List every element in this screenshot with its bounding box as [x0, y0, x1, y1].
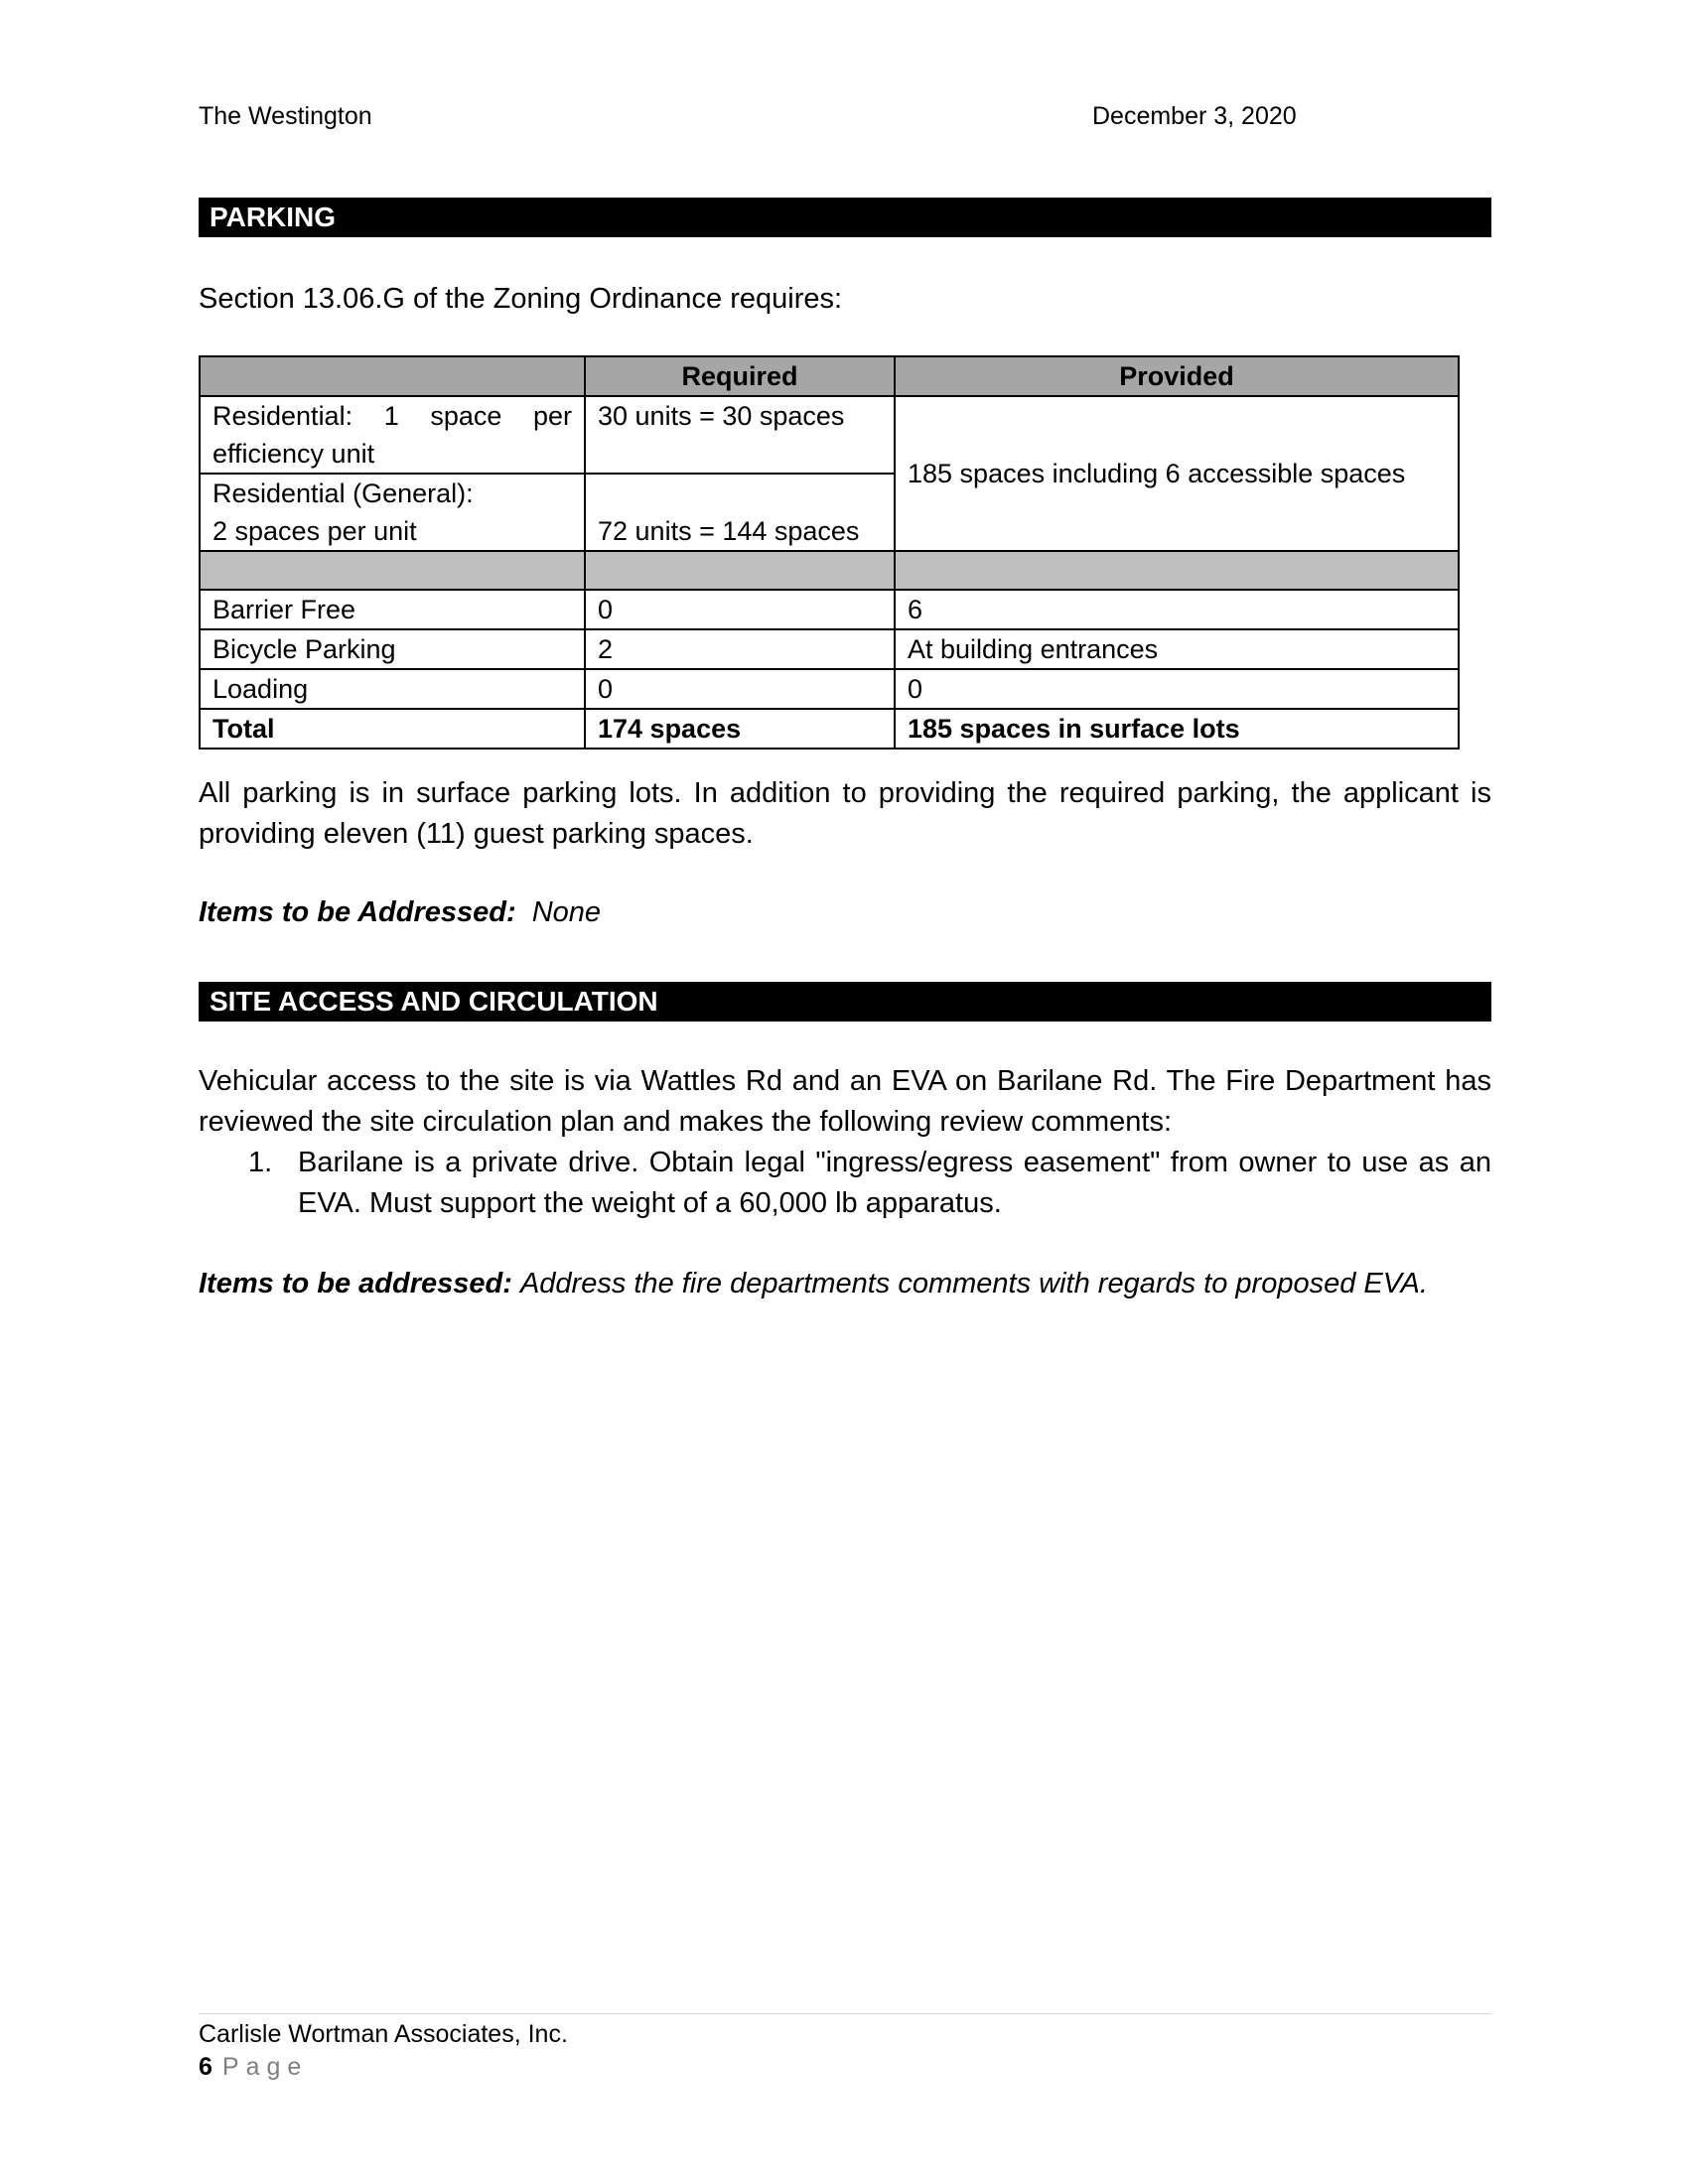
parking-intro-text: Section 13.06.G of the Zoning Ordinance requires: — [199, 283, 843, 315]
list-item-text: Barilane is a private drive. Obtain legal "ingress/egress easement" from owner to use as an EVA. Must support the weight of a 60,000 lb apparatus. — [298, 1147, 1491, 1219]
row-label: Loading — [200, 669, 585, 709]
cell-residential-efficiency-required: 30 units = 30 spaces — [585, 396, 895, 474]
table-spacer-row — [200, 551, 1459, 590]
table-total-row — [200, 709, 1459, 749]
footer-page-number — [199, 2053, 308, 2082]
residential-general-line-2: 2 spaces per unit — [212, 516, 417, 546]
row-provided: 6 — [895, 590, 1459, 629]
footer-organization: Carlisle Wortman Associates, Inc. — [199, 2020, 568, 2048]
spacer-cell — [200, 551, 585, 590]
table-row-residential-efficiency — [200, 396, 1459, 474]
table-header-row — [200, 356, 1459, 396]
row-label: Bicycle Parking — [200, 629, 585, 669]
items-label: Items to be addressed: — [199, 1268, 512, 1299]
residential-general-line-1: Residential (General): — [212, 478, 474, 508]
table-header-required: Required — [585, 356, 895, 396]
table-row — [200, 590, 1459, 629]
row-required: 2 — [585, 629, 895, 669]
list-item — [199, 1143, 1491, 1224]
total-label: Total — [200, 709, 585, 749]
table-row — [200, 629, 1459, 669]
parking-requirements-table — [199, 355, 1460, 750]
row-provided: At building entrances — [895, 629, 1459, 669]
parking-items-to-address — [199, 892, 1491, 933]
site-access-paragraph: Vehicular access to the site is via Wattles Rd and an EVA on Barilane Rd. The Fire Department has reviewed the site circulation plan and makes the following review comments: — [199, 1065, 1491, 1138]
page-number: 6 — [199, 2053, 212, 2081]
fire-department-comments-list — [199, 1143, 1491, 1224]
total-provided: 185 spaces in surface lots — [895, 709, 1459, 749]
section-heading-site-access: SITE ACCESS AND CIRCULATION — [199, 982, 1491, 1022]
section-heading-parking: PARKING — [199, 198, 1491, 237]
row-required: 0 — [585, 590, 895, 629]
items-value: Address the fire departments comments with regards to proposed EVA. — [519, 1268, 1428, 1299]
row-provided: 0 — [895, 669, 1459, 709]
parking-summary-paragraph: All parking is in surface parking lots. In addition to providing the required parking, the applicant is providing eleven (11) guest parking spaces. — [199, 777, 1491, 850]
table-row — [200, 669, 1459, 709]
row-label: Barrier Free — [200, 590, 585, 629]
spacer-cell — [895, 551, 1459, 590]
spacer-cell — [585, 551, 895, 590]
table-header-blank — [200, 356, 585, 396]
footer-divider — [199, 2013, 1491, 2014]
site-access-items-to-address — [199, 1264, 1491, 1304]
table-header-provided: Provided — [895, 356, 1459, 396]
row-required: 0 — [585, 669, 895, 709]
cell-residential-provided: 185 spaces including 6 accessible spaces — [895, 396, 1459, 551]
cell-residential-efficiency-label: Residential: 1 space per efficiency unit — [200, 396, 585, 474]
total-required: 174 spaces — [585, 709, 895, 749]
items-value: None — [531, 896, 602, 928]
page-word: Page — [221, 2053, 309, 2081]
cell-residential-general-required: 72 units = 144 spaces — [585, 474, 895, 551]
header-date: December 3, 2020 — [1092, 102, 1297, 130]
header-project-name: The Westington — [199, 102, 372, 130]
cell-residential-general-label — [200, 474, 585, 551]
items-label: Items to be Addressed: — [199, 896, 516, 928]
list-item-number: 1. — [248, 1147, 273, 1178]
